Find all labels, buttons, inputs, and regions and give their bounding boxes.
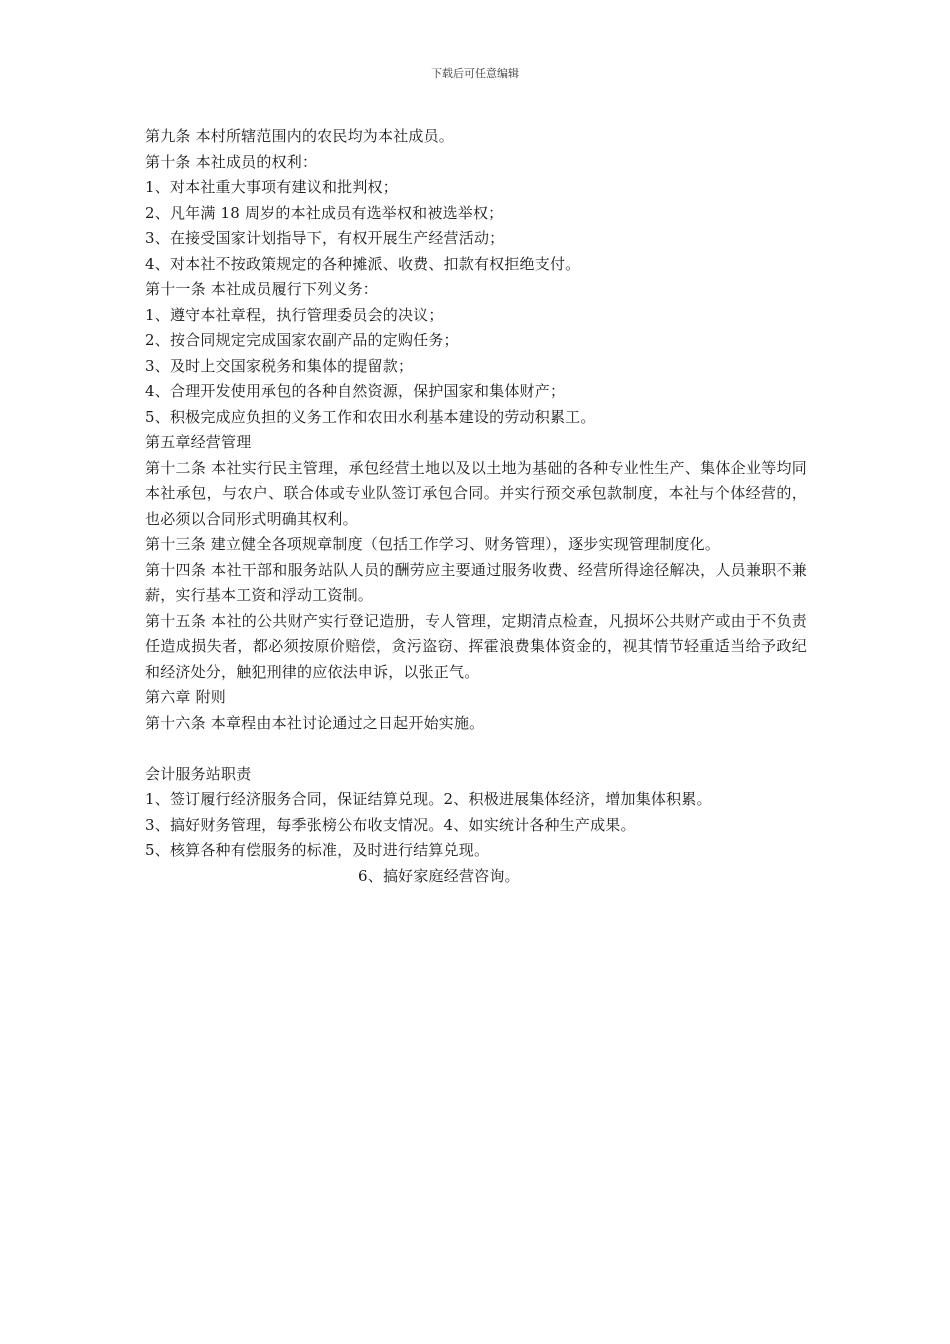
chapter-6-heading: 第六章 附则	[145, 688, 226, 706]
duties-title: 会计服务站职责	[145, 764, 252, 783]
article-11-title: 第十一条 本社成员履行下列义务：	[145, 280, 378, 298]
duties-line: 1、签订履行经济服务合同，保证结算兑现。2、积极进展集体经济，增加集体积累。	[145, 790, 712, 808]
chapter-5-heading: 第五章经营管理	[145, 433, 252, 451]
article-10-item: 3、在接受国家计划指导下，有权开展生产经营活动；	[145, 229, 505, 247]
article-10-title: 第十条 本社成员的权利：	[145, 152, 318, 171]
article-11-item: 4、合理开发使用承包的各种自然资源，保护国家和集体财产；	[145, 382, 566, 400]
article-10-item: 2、凡年满 18 周岁的本社成员有选举权和被选举权；	[145, 203, 504, 222]
duties-line: 3、搞好财务管理，每季张榜公布收支情况。4、如实统计各种生产成果。	[145, 815, 636, 834]
article-12: 第十二条 本社实行民主管理，承包经营土地以及以土地为基础的各种专业性生产、集体企业等均同本社承包，与农户、联合体或专业队签订承包合同。并实行预交承包款制度，本社与个体经营的，也必须以合同形式明确其权利。	[145, 458, 807, 528]
article-11-item: 3、及时上交国家税务和集体的提留款；	[145, 356, 414, 375]
article-9: 第九条 本村所辖范围内的农民均为本社成员。	[145, 127, 454, 145]
article-11-item: 5、积极完成应负担的义务工作和农田水利基本建设的劳动积累工。	[145, 407, 596, 426]
article-11-item: 2、按合同规定完成国家农副产品的定购任务；	[145, 331, 459, 349]
header-note: 下载后可任意编辑	[431, 67, 519, 80]
article-11-item: 1、遵守本社章程，执行管理委员会的决议；	[145, 305, 444, 324]
duties-last-line: 6、搞好家庭经营咨询。	[358, 866, 520, 885]
article-10-item: 4、对本社不按政策规定的各种摊派、收费、扣款有权拒绝支付。	[145, 254, 581, 273]
article-10-item: 1、对本社重大事项有建议和批判权；	[145, 178, 398, 196]
document-body	[145, 124, 807, 889]
article-14: 第十四条 本社干部和服务站队人员的酬劳应主要通过服务收费、经营所得途径解决，人员兼职不兼薪，实行基本工资和浮动工资制。	[145, 560, 807, 604]
blank-line	[145, 736, 807, 762]
article-13: 第十三条 建立健全各项规章制度（包括工作学习、财务管理），逐步实现管理制度化。	[145, 535, 721, 553]
article-15: 第十五条 本社的公共财产实行登记造册，专人管理，定期清点检查，凡损坏公共财产或由于不负责任造成损失者，都必须按原价赔偿，贪污盗窃、挥霍浪费集体资金的，视其情节轻重适当给予政纪和经济处分，触犯刑律的应依法申诉，以张正气。	[145, 611, 807, 681]
article-16: 第十六条 本章程由本社讨论通过之日起开始实施。	[145, 713, 485, 732]
duties-line: 5、核算各种有偿服务的标准，及时进行结算兑现。	[145, 841, 490, 859]
